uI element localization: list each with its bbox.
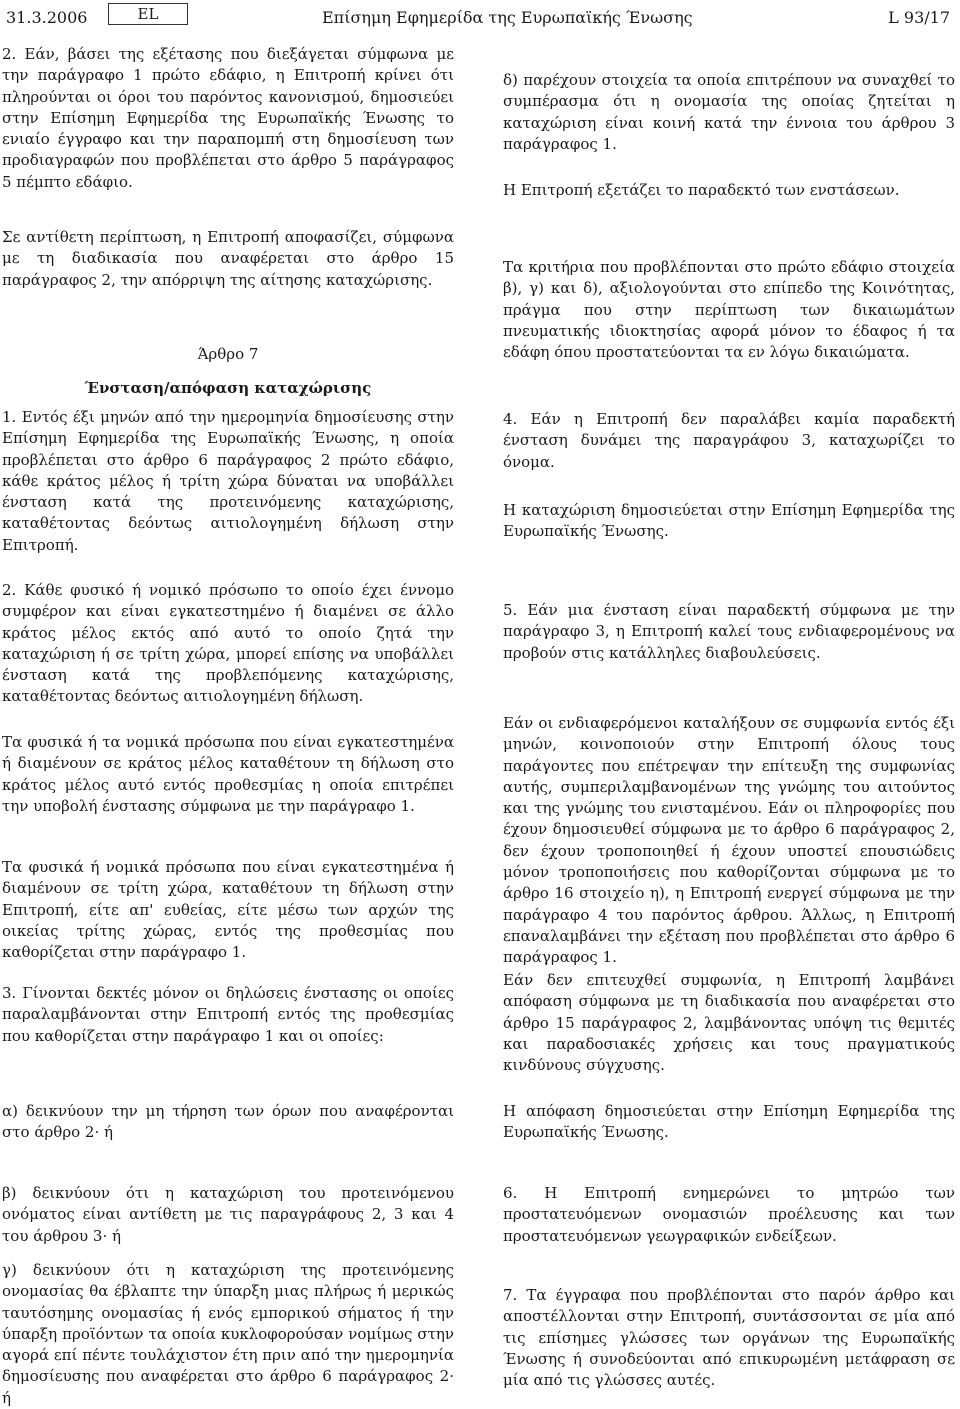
paragraph-admissibility: Η Επιτροπή εξετάζει το παραδεκτό των ενστάσεων. bbox=[503, 181, 900, 199]
article-title: Ένσταση/απόφαση καταχώρισης bbox=[84, 379, 372, 397]
paragraph-third-country: Τα φυσικά ή νομικά πρόσωπα που είναι εγκατεστημένα ή διαμένουν σε τρίτη χώρα, καταθέτουν τη δήλωση στην Επιτροπή, είτε απ' ευθείας, είτε μέσω των αρχών της οικείας τρίτης χώρας, εντός της προθεσμίας που καθορίζεται στην παράγραφο 1. bbox=[2, 858, 454, 962]
paragraph-2: 2. Εάν, βάσει της εξέτασης που διεξάγεται σύμφωνα με την παράγραφο 1 πρώτο εδάφιο, η Επιτροπή κρίνει ότι πληρούνται οι όροι του παρόντος κανονισμού, δημοσιεύει στην Επίσημη Εφημερίδα της Ευρωπαϊκής Ένωσης το ενιαίο έγγραφο και την παραπομπή στη δημοσίευση των προδιαγραφών που προβλέπεται στο άρθρο 5 παράγραφος 5 πέμπτο εδάφιο. bbox=[2, 45, 454, 191]
paragraph-3-admissible: 3. Γίνονται δεκτές μόνον οι δηλώσεις ένστασης οι οποίες παραλαμβάνονται στην Επιτροπή εντός της προθεσμίας που καθορίζεται στην παράγραφο 1 και οι οποίες: bbox=[2, 984, 454, 1045]
language-badge: EL bbox=[108, 3, 188, 25]
paragraph-1-objection: 1. Εντός έξι μηνών από την ημερομηνία δημοσίευσης στην Επίσημη Εφημερίδα της Ευρωπαϊκής Ένωσης, η οποία προβλέπεται στο άρθρο 6 παράγραφος 2 πρώτο εδάφιο, κάθε κράτος μέλος ή τρίτη χώρα δύναται να υποβάλλει ένσταση κατά της προτεινόμενης καταχώρισης, καταθέτοντας δεόντως αιτιολογημένη δήλωση στην Επιτροπή. bbox=[2, 408, 454, 554]
paragraph-5: 5. Εάν μια ένσταση είναι παραδεκτή σύμφωνα με την παράγραφο 3, η Επιτροπή καλεί τους ενδιαφερομένους να προβούν στις κατάλληλες διαβουλεύσεις. bbox=[503, 601, 955, 662]
paragraph-member-state: Τα φυσικά ή τα νομικά πρόσωπα που είναι εγκατεστημένα ή διαμένουν σε κράτος μέλος καταθέτουν τη δήλωση στο κράτος μέλος αυτό εντός προθεσμίας η οποία επιτρέπει την υποβολή ένστασης σύμφωνα με την παράγραφο 1. bbox=[2, 733, 454, 815]
article-number: Άρθρο 7 bbox=[197, 345, 259, 363]
page-header bbox=[0, 0, 960, 40]
paragraph-7: 7. Τα έγγραφα που προβλέπονται στο παρόν άρθρο και αποστέλλονται στην Επιτροπή, συντάσσονται σε μία από τις επίσημες γλώσσες των οργάνων της Ευρωπαϊκής Ένωσης ή συνοδεύονται από επικυρωμένη μετάφραση σε μία από τις γλώσσες αυτές. bbox=[503, 1286, 955, 1390]
paragraph-criteria: Τα κριτήρια που προβλέπονται στο πρώτο εδάφιο στοιχεία β), γ) και δ), αξιολογούνται στο επίπεδο της Κοινότητας, πράγμα που στην περίπτωση των δικαιωμάτων πνευματικής ιδιοκτησίας αφορά μόνον το έδαφος ή τα εδάφη όπου προστατεύονται τα εν λόγω δικαιώματα. bbox=[503, 258, 955, 362]
paragraph-agreement: Εάν οι ενδιαφερόμενοι καταλήξουν σε συμφωνία εντός έξι μηνών, κοινοποιούν στην Επιτροπή όλους τους παράγοντες που επέτρεψαν την επίτευξη της συμφωνίας αυτής, συμπεριλαμβανομένων της γνώμης του αιτούντος και της γνώμης του ενισταμένου. Εάν οι πληροφορίες που έχουν δημοσιευθεί σύμφωνα με το άρθρο 6 παράγραφος 2, δεν έχουν τροποποιηθεί ή έχουν υποστεί επουσιώδεις μόνον τροποποιήσεις που καθορίζονται σύμφωνα με το άρθρο 16 στοιχείο η), η Επιτροπή ενεργεί σύμφωνα με την παράγραφο 4 του παρόντος άρθρου. Άλλως, η Επιτροπή επαναλαμβάνει την εξέταση που προβλέπεται στο άρθρο 6 παράγραφος 1. bbox=[503, 714, 955, 967]
paragraph-4: 4. Εάν η Επιτροπή δεν παραλάβει καμία παραδεκτή ένσταση δυνάμει της παραγράφου 3, καταχωρίζει το όνομα. bbox=[503, 410, 955, 471]
item-b: β) δεικνύουν ότι η καταχώριση του προτεινόμενου ονόματος είναι αντίθετη με τις παραγράφους 2, 3 και 4 του άρθρου 3· ή bbox=[2, 1184, 454, 1245]
item-d: δ) παρέχουν στοιχεία τα οποία επιτρέπουν να συναχθεί το συμπέρασμα ότι η ονομασία της οποίας ζητείται η καταχώριση είναι κοινή κατά την έννοια του άρθρου 3 παράγραφος 1. bbox=[503, 71, 955, 153]
item-c: γ) δεικνύουν ότι η καταχώριση της προτεινόμενης ονομασίας θα έβλαπτε την ύπαρξη μιας πλήρως ή μερικώς ταυτόσημης ονομασίας ή ενός εμπορικού σήματος ή την ύπαρξη προϊόντων τα οποία κυκλοφορούσαν νομίμως στην αγορά επί πέντε τουλάχιστον έτη πριν από την ημερομηνία δημοσίευσης που αναφέρεται στο άρθρο 6 παράγραφος 2· ή bbox=[2, 1261, 454, 1407]
paragraph-2-objection: 2. Κάθε φυσικό ή νομικό πρόσωπο το οποίο έχει έννομο συμφέρον και είναι εγκατεστημένο ή διαμένει σε άλλο κράτος μέλος εκτός από αυτό το οποίο ζητά την καταχώριση ή σε τρίτη χώρα, μπορεί επίσης να υποβάλλει ένσταση κατά της προβλεπόμενης καταχώρισης, καταθέτοντας δεόντως αιτιολογημένη δήλωση. bbox=[2, 581, 454, 706]
paragraph-rejection: Σε αντίθετη περίπτωση, η Επιτροπή αποφασίζει, σύμφωνα με τη διαδικασία που αναφέρεται στο άρθρο 15 παράγραφος 2, την απόρριψη της αίτησης καταχώρισης. bbox=[2, 228, 454, 289]
journal-title: Επίσημη Εφημερίδα της Ευρωπαϊκής Ένωσης bbox=[322, 8, 693, 27]
paragraph-no-agreement: Εάν δεν επιτευχθεί συμφωνία, η Επιτροπή λαμβάνει απόφαση σύμφωνα με τη διαδικασία που αναφέρεται στο άρθρο 15 παράγραφος 2, λαμβάνοντας υπόψη τις θεμιτές και παραδοσιακές χρήσεις και τους πραγματικούς κινδύνους σύγχυσης. bbox=[503, 971, 955, 1075]
paragraph-registration-published: Η καταχώριση δημοσιεύεται στην Επίσημη Εφημερίδα της Ευρωπαϊκής Ένωσης. bbox=[503, 501, 955, 541]
paragraph-6: 6. Η Επιτροπή ενημερώνει το μητρώο των προστατευόμενων ονομασιών προέλευσης και των προστατευόμενων γεωγραφικών ενδείξεων. bbox=[503, 1184, 955, 1245]
item-a: α) δεικνύουν την μη τήρηση των όρων που αναφέρονται στο άρθρο 2· ή bbox=[2, 1102, 454, 1142]
paragraph-decision-published: Η απόφαση δημοσιεύεται στην Επίσημη Εφημερίδα της Ευρωπαϊκής Ένωσης. bbox=[503, 1102, 955, 1142]
publication-date: 31.3.2006 bbox=[6, 8, 88, 27]
page-number: L 93/17 bbox=[888, 8, 950, 27]
